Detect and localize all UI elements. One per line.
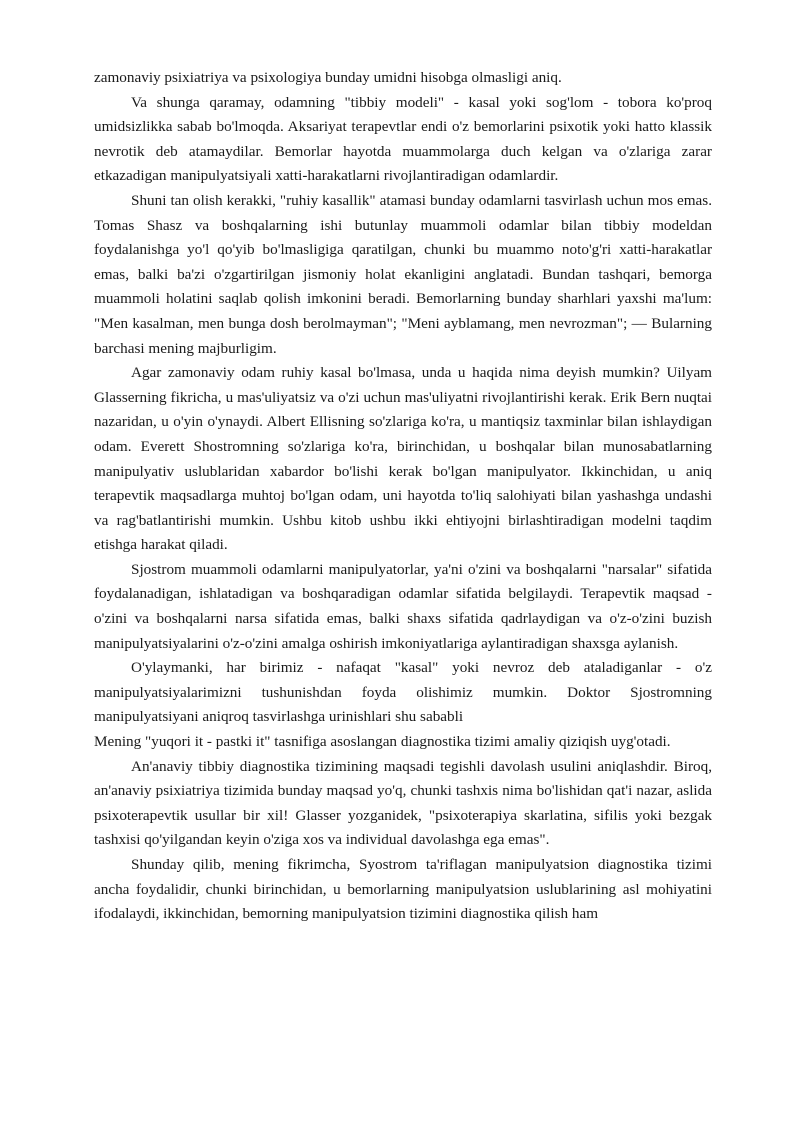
paragraph: Va shunga qaramay, odamning "tibbiy modeli" - kasal yoki sog'lom - tobora ko'proq umidsizlikka sabab bo'lmoqda. Aksariyat terapevtlar endi o'z bemorlarini psixotik yoki hatto klassik nevrotik deb atamaydilar. Bemorlar hayotda muammolarga duch kelgan va o'zlariga zarar etkazadigan manipulyatsiyali xatti-harakatlarni rivojlantiradigan odamlardir. [94, 93, 712, 185]
paragraph: Sjostrom muammoli odamlarni manipulyatorlar, ya'ni o'zini va boshqalarni "narsalar" sifatida foydalanadigan, ishlatadigan va boshqaradigan odamlar sifatida belgilaydi. Terapevtik maqsad - o'zini va boshqalarni narsa sifatida emas, balki shaxs sifatida qadrlaydigan va o'z-o'zini buzish manipulyatsiyalarini o'z-o'zini amalga oshirish imkoniyatlariga aylantiradigan shaxsga aylanish. [94, 560, 712, 652]
paragraph: Shuni tan olish kerakki, "ruhiy kasallik" atamasi bunday odamlarni tasvirlash uchun mos emas. Tomas Shasz va boshqalarning ishi butunlay muammoli odamlar bilan tibbiy modeldan foydalanishga yo'l qo'yib bo'lmasligiga qaratilgan, chunki bu muammo noto'g'ri xatti-harakatlar emas, balki ba'zi o'zgartirilgan jismoniy holat ekanligini anglatadi. Bundan tashqari, bemorga muammoli holatini saqlab qolish imkonini beradi. Bemorlarning bunday sharhlari yaxshi ma'lum: "Men kasalman, men bunga dosh berolmayman"; "Meni ayblamang, men nevrozman"; — Bularning barchasi mening majburligim. [94, 191, 712, 357]
paragraph: O'ylaymanki, har birimiz - nafaqat "kasal" yoki nevroz deb ataladiganlar - o'z manipulyatsiyalarimizni tushunishdan foyda olishimiz mumkin. Doktor Sjostromning manipulyatsiyani aniqroq tasvirlashga urinishlari shu sababli [94, 659, 712, 726]
paragraph: Mening "yuqori it - pastki it" tasnifiga asoslangan diagnostika tizimi amaliy qiziqish uyg'otadi. [94, 733, 671, 751]
document-body [94, 66, 712, 927]
paragraph: An'anaviy tibbiy diagnostika tizimining maqsadi tegishli davolash usulini aniqlashdir. Biroq, an'anaviy psixiatriya tizimida bunday maqsad yo'q, chunki tashxis nima bo'lishidan qat'i nazar, aslida psixoterapevtik usullar bir xil! Glasser yozganidek, "psixoterapiya skarlatina, sifilis yoki bezgak tashxisi qo'yilgandan keyin o'ziga xos va individual davolashga ega emas". [94, 757, 712, 849]
paragraph: zamonaviy psixiatriya va psixologiya bunday umidni hisobga olmasligi aniq. [94, 69, 562, 86]
paragraph: Shunday qilib, mening fikrimcha, Syostrom ta'riflagan manipulyatsion diagnostika tizimi ancha foydalidir, chunki birinchidan, u bemorlarning manipulyatsion uslublarining asl mohiyatini ifodalaydi, ikkinchidan, bemorning manipulyatsion tizimini diagnostika qilish ham [94, 856, 712, 923]
paragraph: Agar zamonaviy odam ruhiy kasal bo'lmasa, unda u haqida nima deyish mumkin? Uilyam Glasserning fikricha, u mas'uliyatsiz va o'zi uchun mas'uliyatni rivojlantirishi kerak. Erik Bern nuqtai nazaridan, u o'yin o'ynaydi. Albert Ellisning so'zlariga ko'ra, u mantiqsiz taxminlar bilan ishlaydigan odam. Everett Shostromning so'zlariga ko'ra, birinchidan, u boshqalar bilan munosabatlarning manipulyativ uslublaridan xabardor bo'lishi kerak bo'lgan manipulyator. Ikkinchidan, u aniq terapevtik maqsadlarga muhtoj bo'lgan odam, uni hayotda to'liq salohiyati bilan yashashga undashi va rag'batlantirishi mumkin. Ushbu kitob ushbu ikki ehtiyojni birlashtiradigan modelni taqdim etishga harakat qiladi. [94, 364, 712, 554]
